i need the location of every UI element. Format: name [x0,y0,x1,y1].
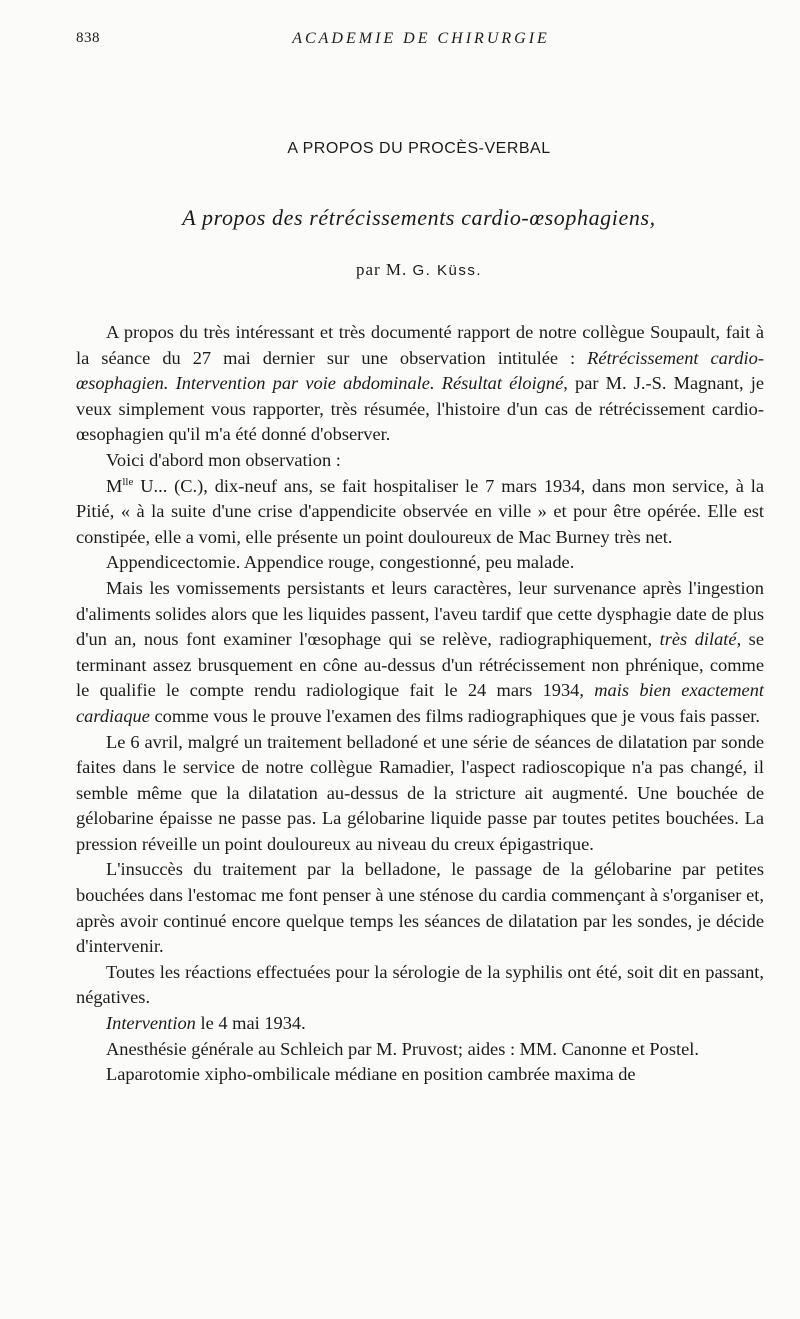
superscript-text: lle [122,475,134,488]
byline [0,260,800,280]
italic-text: Rétrécissement cardio-œsophagien. Intervention par voie abdominale. Résultat éloigné [76,347,764,394]
paragraph-text: U... (C.), dix-neuf ans, se fait hospitaliser le 7 mars 1934, dans mon service, à la Pitié, « à la suite d'une crise d'appendicite observée en ville » et pour être opérée. Elle est constipée, elle a vomi, elle présente un point douloureux de Mac Burney très net. [76,475,764,547]
paragraph-text: M [106,475,123,496]
paragraph-text: , par M. J.-S. Magnant, je veux simplement vous rapporter, très résumée, l'histoire d'un cas de rétrécissement cardio-œsophagien qu'il m'a été donné d'observer. [76,373,764,445]
italic-text: très dilaté [659,629,737,650]
section-heading: A PROPOS DU PROCÈS-VERBAL [287,140,551,157]
paragraph: Anesthésie générale au Schleich par M. Pruvost; aides : MM. Canonne et Postel. [106,1038,699,1059]
paragraph: Toutes les réactions effectuées pour la sérologie de la syphilis ont été, soit dit en passant, négatives. [76,961,764,1008]
paragraph [76,576,764,730]
italic-text: Intervention [106,1013,196,1034]
paragraph-text: Mais les vomissements persistants et leurs caractères, leur survenance après l'ingestion d'aliments solides alors que les liquides passent, l'aveu tardif que cette dysphagie date de plus d'un an, nous font examiner l'œsophage qui se relève, radiographiquement, [76,577,764,650]
paragraph: Le 6 avril, malgré un traitement belladoné et une série de séances de dilatation par sonde faites dans le service de notre collègue Ramadier, l'aspect radioscopique n'a pas changé, il semble même que la dilatation au-dessus de la stricture ait augmenté. Une bouchée de gélobarine épaisse ne passe pas. La gélobarine liquide passe par toutes petites bouchées. La pression réveille un point douloureux au niveau du creux épigastrique. [76,731,764,854]
running-header [76,30,766,54]
paragraph-text: comme vous le prouve l'examen des films radiographiques que je vous fais passer. [149,705,760,726]
paragraph [76,474,764,551]
paragraph: L'insuccès du traitement par la belladone, le passage de la gélobarine par petites bouchées dans l'estomac me font penser à une sténose du cardia commençant à s'organiser et, après avoir continué encore quelque temps les séances de dilatation par les sondes, je décide d'intervenir. [76,859,764,957]
paragraph [76,320,764,448]
journal-title: ACADEMIE DE CHIRURGIE [292,30,550,47]
byline-prefix: par M. [355,260,408,279]
paragraph: Laparotomie xipho-ombilicale médiane en position cambrée maxima de [106,1064,636,1085]
italic-text: mais bien exactement cardiaque [76,680,764,726]
author-name: G. Küss. [412,262,483,279]
paragraph-text: A propos du très intéressant et très documenté rapport de notre collègue Soupault, fait à la séance du 27 mai dernier sur une observation intitulée : [76,322,764,368]
page-number: 838 [76,30,100,46]
article-title: A propos des rétrécissements cardio-œsophagiens, [182,205,656,230]
article-body [76,320,764,1088]
paragraph: Appendicectomie. Appendice rouge, congestionné, peu malade. [106,552,575,573]
paragraph-text: , se terminant assez brusquement en cône au-dessus d'un rétrécissement non phrénique, comme le qualifie le compte rendu radiologique fait le 24 mars 1934, [76,629,764,701]
paragraph: Voici d'abord mon observation : [106,449,341,470]
paragraph [76,1011,764,1037]
paragraph-text: le 4 mai 1934. [195,1013,306,1034]
